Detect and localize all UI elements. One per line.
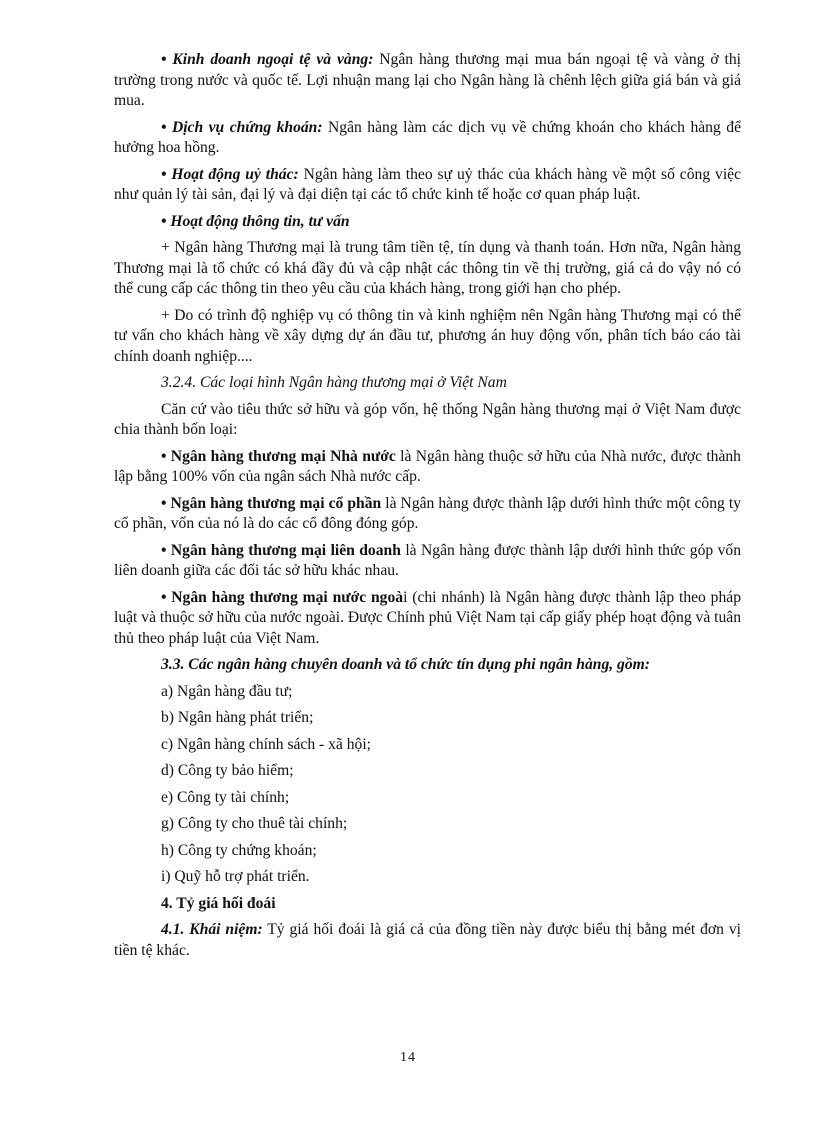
page-number: 14 [400,1050,416,1065]
list-item: d) Công ty bảo hiểm; [161,762,294,779]
paragraph-advisory-2: + Do có trình độ nghiệp vụ có thông tin và kinh nghiệm nên Ngân hàng Thương mại có thể tư vấn cho khách hàng về xây dựng dự án đầu tư, phương án huy động vốn, phân tích báo cáo tài chính doanh nghiệp.... [114,306,741,365]
paragraph-classification: Căn cứ vào tiêu thức sở hữu và góp vốn, hệ thống Ngân hàng thương mại ở Việt Nam được chia thành bốn loại: [114,400,741,438]
paragraph-trust: • Hoạt động uỷ thác: Ngân hàng làm theo sự uỷ thác của khách hàng về một số công việc như quản lý tài sản, đại lý và đại diện tại các tổ chức kinh tế hoặc cơ quan pháp luật. [114,165,741,203]
list-item: i) Quỹ hỗ trợ phát triển. [161,868,310,885]
section-heading-3-2-4: 3.2.4. Các loại hình Ngân hàng thương mại ở Việt Nam [161,374,507,391]
list-item: e) Công ty tài chính; [161,788,290,806]
list-item: a) Ngân hàng đầu tư; [161,682,293,700]
paragraph-foreign-bank: • Ngân hàng thương mại nước ngoài (chi nhánh) là Ngân hàng được thành lập theo pháp luật và thuộc sở hữu của nước ngoài. Được Chính phủ Việt Nam tại cấp giấy phép hoạt động và tuân thủ theo pháp luật của Việt Nam. [114,588,741,647]
list-item: c) Ngân hàng chính sách - xã hội; [161,735,372,753]
paragraph-foreign-exchange: • Kinh doanh ngoại tệ và vàng: Ngân hàng thương mại mua bán ngoại tệ và vàng ở thị trường trong nước và quốc tế. Lợi nhuận mang lại cho Ngân hàng là chênh lệch giữa giá bán và giá mua. [114,51,741,109]
list-item: b) Ngân hàng phát triển; [161,709,314,726]
paragraph-state-bank: • Ngân hàng thương mại Nhà nước là Ngân hàng thuộc sở hữu của Nhà nước, được thành lập bằng 100% vốn của ngân sách Nhà nước cấp. [114,447,741,485]
document-page [114,50,741,967]
paragraph-joint-venture-bank: • Ngân hàng thương mại liên doanh là Ngân hàng được thành lập dưới hình thức góp vốn liên doanh giữa các đối tác sở hữu khác nhau. [114,541,741,579]
paragraph-definition: 4.1. Khái niệm: Tỷ giá hối đoái là giá cả của đồng tiền này được biểu thị bằng mét đơn vị tiền tệ khác. [114,921,741,959]
section-heading-4: 4. Tỷ giá hối đoái [161,894,276,912]
paragraph-securities: • Dịch vụ chứng khoán: Ngân hàng làm các dịch vụ về chứng khoán cho khách hàng để hưởng hoa hồng. [114,118,741,156]
section-heading-3-3: 3.3. Các ngân hàng chuyên doanh và tổ chức tín dụng phi ngân hàng, gồm: [161,656,650,673]
list-item: h) Công ty chứng khoán; [161,841,317,859]
paragraph-advisory-heading: • Hoạt động thông tin, tư vấn [161,212,350,230]
list-item: g) Công ty cho thuê tài chính; [161,815,348,832]
paragraph-advisory-1: + Ngân hàng Thương mại là trung tâm tiền tệ, tín dụng và thanh toán. Hơn nữa, Ngân hàng Thương mại là tổ chức có khá đầy đủ và cập nhật các thông tin về thị trường, giá cả do vậy nó có thể cung cấp các thông tin theo yêu cầu của khách hàng, trong giới hạn cho phép. [114,239,741,297]
paragraph-joint-stock-bank: • Ngân hàng thương mại cổ phần là Ngân hàng được thành lập dưới hình thức một công ty cổ phần, vốn của nó là do các cổ đông đóng góp. [114,494,741,532]
